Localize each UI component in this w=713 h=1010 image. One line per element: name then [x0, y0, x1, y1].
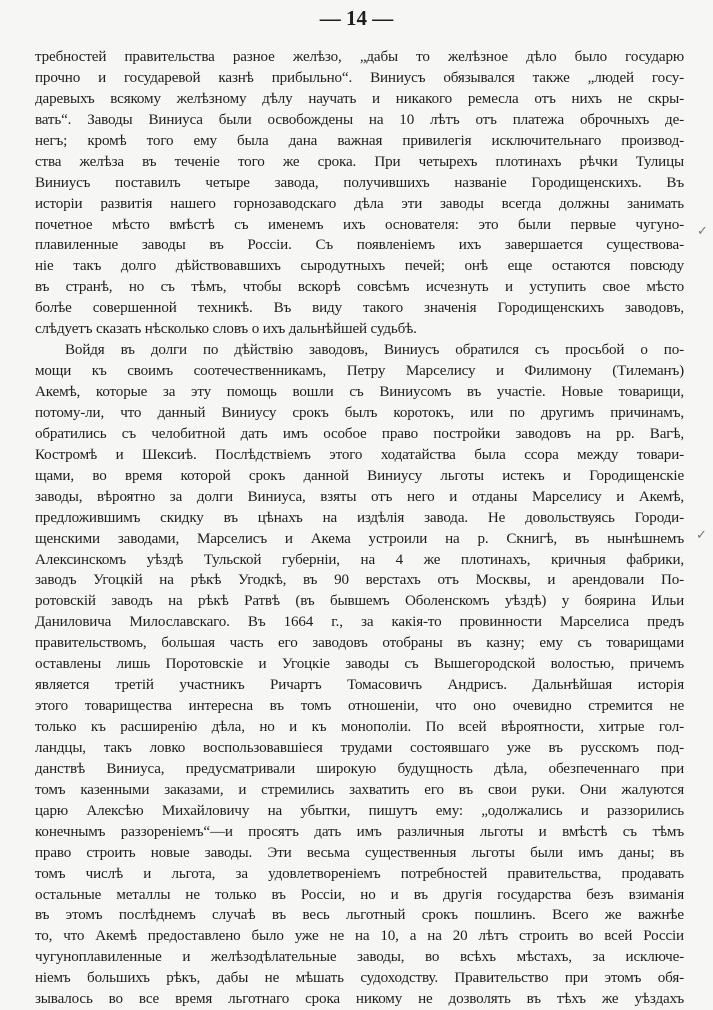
text-line: плавиленные заводы въ Россіи. Съ появленіемъ ихъ завершается существова-	[35, 237, 684, 254]
text-line: Даниловича Милославскаго. Въ 1664 г., за какія-то провинности Марселиса предъ	[35, 614, 684, 631]
text-line: конечнымъ раззореніемъ“—и просятъ дать имъ различныя льготы и вмѣстѣ съ тѣмъ	[35, 823, 684, 840]
text-line: предложившимъ скидку въ цѣнахъ на издѣлія завода. Не довольствуясь Городи-	[35, 509, 684, 526]
text-line: мощи къ своимъ соотечественникамъ, Петру Марселису и Филимону (Тилеманъ)	[35, 363, 684, 380]
text-line: исторіи развитія нашего горнозаводскаго дѣла эти заводы всегда должны занимать	[35, 195, 684, 212]
text-line: заводъ Угоцкій на рѣкѣ Угодкѣ, въ 90 верстахъ отъ Москвы, и арендовали По-	[35, 572, 684, 589]
text-line: ротовскій заводъ на рѣкѣ Ратвѣ (въ бывшемъ Оболенскомъ уѣздѣ) у боярина Ильи	[35, 593, 684, 610]
text-line: щенскими заводами, Марселисъ и Акема устроили на р. Скнигѣ, въ нынѣшнемъ	[35, 530, 684, 547]
text-line: остальные металлы не только въ Россіи, но и въ другія государства безъ взиманія	[35, 886, 684, 903]
text-line: то, что Акемѣ предоставлено было уже не на 10, а на 20 лѣтъ строить во всей Россіи	[35, 928, 684, 945]
text-line: болѣе совершенной техникѣ. Въ виду такого значенія Городищенскихъ заводовъ,	[35, 300, 684, 317]
text-line: право строить новые заводы. Эти весьма существенныя льготы были имъ даны; въ	[35, 844, 684, 861]
text-line: потому-ли, что данный Виниусу срокъ былъ коротокъ, или по другимъ причинамъ,	[35, 404, 684, 421]
page-number: — 14 —	[319, 6, 394, 30]
text-line: правительствомъ, большая часть его заводовъ отобраны въ казну; ему съ товарищами	[35, 635, 684, 652]
text-line: томъ числѣ и льгота, за удовлетвореніемъ потребностей правительства, продавать	[35, 865, 684, 882]
text-line: царю Алексѣю Михайловичу на убытки, пишутъ ему: „одолжались и раззорились	[35, 802, 684, 819]
text-line: въ странѣ, но съ тѣмъ, чтобы вскорѣ совсѣмъ исчезнуть и уступить свое мѣсто	[35, 279, 684, 296]
text-line: даревыхъ всякому желѣзному дѣлу научать и никакого ремесла отъ нихъ не скры-	[35, 90, 684, 107]
text-line: въ этомъ послѣднемъ случаѣ въ весь льготный срокъ пошлинъ. Всего же важнѣе	[35, 907, 684, 924]
text-line: щами, во время которой срокъ данной Виниусу льготы истекъ и Городищенскіе	[35, 467, 684, 484]
text-line: чугуноплавиленные и желѣзодѣлательные заводы, во всѣхъ мѣстахъ, за исключе-	[35, 949, 684, 966]
text-line: Акемѣ, которые за эту помощь вошли съ Виниусомъ въ участіе. Новые товарищи,	[35, 384, 684, 400]
text-line: вать“. Заводы Виниуса были освобождены на 10 лѣтъ отъ платежа оброчныхъ де-	[35, 111, 684, 128]
text-line: негъ; кромѣ того ему была дана важная привилегія исключительнаго производ-	[35, 132, 684, 149]
text-line: томъ казенными заказами, и стремились захватить его въ свои руки. Они жалуются	[35, 781, 684, 798]
text-line: ства желѣза въ теченіе того же срока. При четырехъ плотинахъ рѣчки Тулицы	[35, 153, 684, 170]
text-line: Виниусъ поставилъ четыре завода, получившихъ названіе Городищенскихъ. Въ	[35, 174, 684, 191]
text-line: ніемъ большихъ рѣкъ, дабы не мѣшать судоходству. Правительство при этомъ обя-	[35, 970, 684, 987]
text-line: оставлены лишь Поротовскіе и Угоцкіе заводы съ Вышегородской волостью, причемъ	[35, 656, 684, 673]
text-line: является третій участникъ Ричартъ Томасовичъ Андрисъ. Дальнѣйшая исторія	[35, 677, 684, 694]
paragraph	[35, 47, 684, 340]
text-line: Войдя въ долги по дѣйствію заводовъ, Виниусъ обратился съ просьбой о по-	[65, 342, 684, 359]
text-line: ландцы, такъ ловко воспользовавшіеся трудами состоявшаго уже въ русскомъ под-	[35, 739, 684, 756]
document-body	[35, 47, 684, 1010]
text-line: зывалось во все время льготнаго срока никому не дозволять въ тѣхъ же уѣздахъ	[35, 991, 684, 1008]
text-line: слѣдуетъ сказать нѣсколько словъ о ихъ дальнѣйшей судьбѣ.	[35, 321, 417, 338]
text-line: прочно и государевой казнѣ прибыльно“. Виниусъ обязывался также „людей госу-	[35, 69, 684, 86]
text-line: Алексинскомъ уѣздѣ Тульской губерніи, на 4 же плотинахъ, кричныя фабрики,	[35, 551, 684, 568]
margin-check-mark: ✓	[697, 224, 708, 239]
margin-check-mark: ✓	[696, 528, 707, 543]
text-line: Костромѣ и Шексиѣ. Послѣдствіемъ этого ходатайства была ссора между товари-	[35, 446, 684, 463]
text-line: этого товарищества интересна въ томъ отношеніи, что оно очевидно стремится не	[35, 698, 684, 715]
text-line: ніе такъ долго дѣйствовавшихъ сыродутныхъ печей; онѣ еще остаются повсюду	[35, 258, 684, 275]
text-line: почетное мѣсто вмѣстѣ съ именемъ ихъ основателя: это были первые чугуно-	[35, 216, 684, 233]
text-line: обратились съ челобитной дать имъ особое право постройки заводовъ на рр. Вагѣ,	[35, 425, 684, 442]
text-line: требностей правительства разное желѣзо, „дабы то желѣзное дѣло было государю	[35, 49, 684, 65]
text-line: данствѣ Виниуса, предусматривали широкую будущность дѣла, обезпеченнаго при	[35, 760, 684, 777]
text-line: только къ расширенію дѣла, но и къ монополіи. По всей вѣроятности, хитрые гол-	[35, 719, 684, 735]
text-line: заводы, вѣроятно за долги Виниуса, взяты отъ него и отданы Марселису и Акемѣ,	[35, 488, 684, 505]
paragraph	[35, 340, 684, 1010]
